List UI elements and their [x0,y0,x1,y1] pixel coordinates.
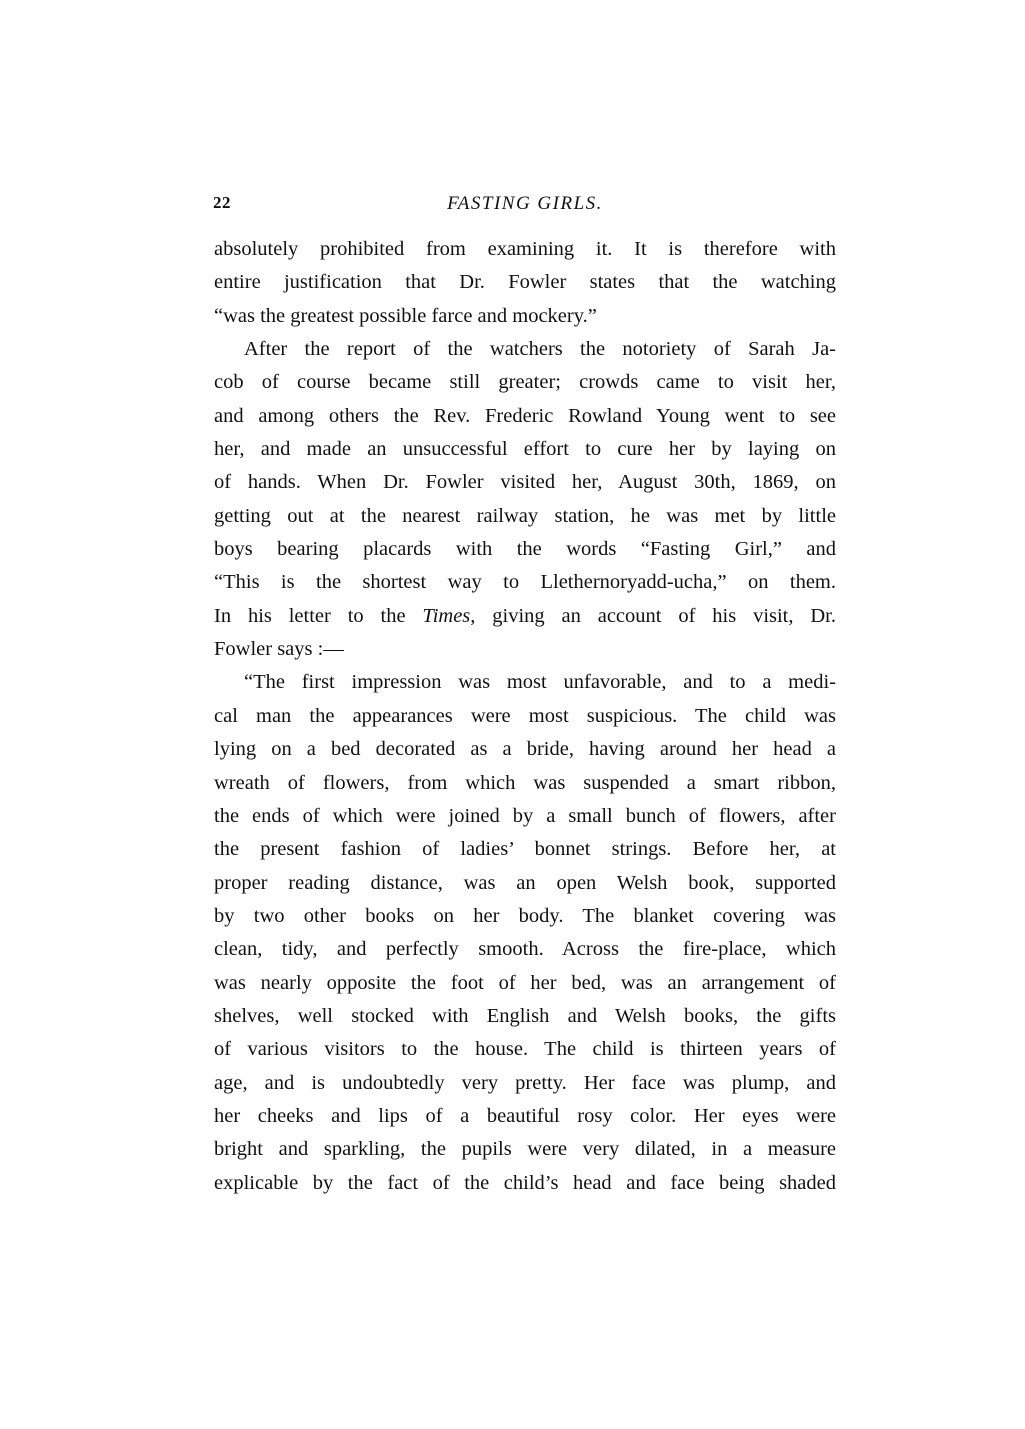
body-text [214,233,836,1200]
paragraph-2 [214,333,836,666]
text-line: “This is the shortest way to Llethernoryadd-ucha,” on them. [214,571,836,594]
times-line-before: In his letter to the [214,604,423,627]
text-line: Fowler says :— [214,638,344,661]
text-line: her cheeks and lips of a beautiful rosy color. Her eyes were [214,1104,836,1127]
text-line: of various visitors to the house. The child is thirteen years of [214,1038,836,1061]
paragraph-3-quotation [214,666,836,1200]
running-title: FASTING GIRLS. [447,193,603,214]
times-line-after: , giving an account of his visit, Dr. [470,604,836,627]
page-number: 22 [213,193,231,212]
newspaper-title-times: Times [422,604,471,627]
text-line: by two other books on her body. The blanket covering was [214,904,836,927]
text-line: of hands. When Dr. Fowler visited her, August 30th, 1869, on [214,471,836,494]
text-line: the ends of which were joined by a small bunch of flowers, after [214,804,836,827]
text-line: proper reading distance, was an open Welsh book, supported [214,871,836,894]
text-line: cal man the appearances were most suspicious. The child was [214,704,836,727]
text-line: “The first impression was most unfavorable, and to a medi- [244,671,836,694]
text-line: the present fashion of ladies’ bonnet strings. Before her, at [214,838,836,861]
text-line: cob of course became still greater; crowds came to visit her, [214,371,836,394]
text-line: age, and is undoubtedly very pretty. Her face was plump, and [214,1071,836,1094]
text-line: After the report of the watchers the notoriety of Sarah Ja- [244,338,836,361]
text-line: absolutely prohibited from examining it. It is therefore with [214,238,836,260]
text-line: was nearly opposite the foot of her bed, was an arrangement of [214,971,836,994]
text-line: and among others the Rev. Frederic Rowland Young went to see [214,404,836,427]
text-line: clean, tidy, and perfectly smooth. Across the fire-place, which [214,938,836,961]
text-line: explicable by the fact of the child’s head and face being shaded [214,1171,836,1194]
text-line: “was the greatest possible farce and mockery.” [214,304,597,327]
text-line-times [214,600,836,633]
text-line: boys bearing placards with the words “Fasting Girl,” and [214,538,836,561]
running-head [213,193,837,219]
text-line: getting out at the nearest railway station, he was met by little [214,504,836,527]
text-line: lying on a bed decorated as a bride, having around her head a [214,738,836,761]
text-line: wreath of flowers, from which was suspended a smart ribbon, [214,771,836,794]
paragraph-1 [214,233,836,333]
text-line: her, and made an unsuccessful effort to cure her by laying on [214,438,836,461]
text-line: shelves, well stocked with English and Welsh books, the gifts [214,1004,836,1027]
text-line: entire justification that Dr. Fowler states that the watching [214,271,836,294]
text-line: bright and sparkling, the pupils were very dilated, in a measure [214,1138,836,1161]
